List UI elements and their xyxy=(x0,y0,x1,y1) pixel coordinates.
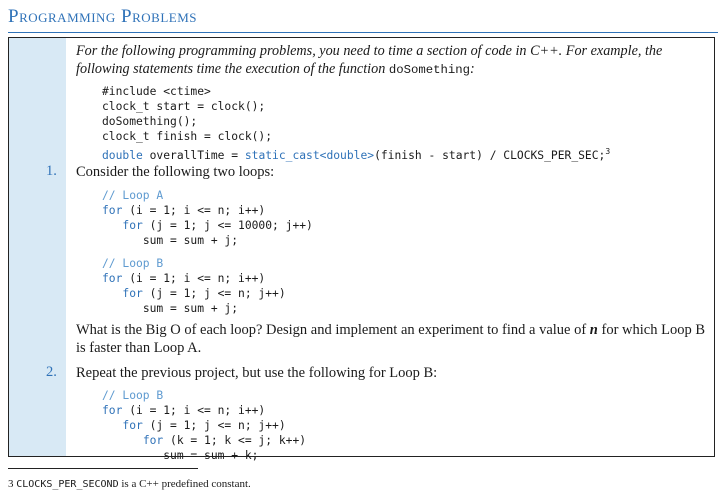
question-text: for which Loop B is faster than Loop A. xyxy=(76,322,705,356)
code-keyword: for xyxy=(102,404,123,417)
loop-a-code xyxy=(102,188,313,248)
code-line: (i = 1; i <= n; i++) xyxy=(122,272,266,285)
code-line: (finish - start) / CLOCKS_PER_SEC; xyxy=(374,148,606,162)
code-line: clock_t finish = clock(); xyxy=(102,130,273,143)
intro-colon: : xyxy=(470,61,475,77)
code-keyword: double xyxy=(102,148,143,162)
code-line: overallTime = xyxy=(142,148,245,162)
code-line: clock_t start = clock(); xyxy=(102,100,266,113)
code-line: sum = sum + j; xyxy=(142,234,239,247)
code-line: (j = 1; j <= n; j++) xyxy=(142,419,286,432)
problem-2-text: Repeat the previous project, but use the following for Loop B: xyxy=(76,365,438,381)
loop-b-code xyxy=(102,256,286,316)
intro-func-name: doSomething xyxy=(388,63,471,77)
code-keyword: for xyxy=(102,204,123,217)
code-line: (j = 1; j <= n; j++) xyxy=(142,287,286,300)
code-line: (k = 1; k <= j; k++) xyxy=(163,434,307,447)
code-line: (i = 1; i <= n; i++) xyxy=(122,404,266,417)
intro-paragraph xyxy=(76,42,696,79)
heading-rule xyxy=(8,32,718,33)
code-comment: // Loop B xyxy=(102,389,164,402)
code-keyword: for xyxy=(142,434,164,447)
intro-code-block xyxy=(102,84,610,163)
code-line: sum = sum + k; xyxy=(163,449,259,462)
problem-1-text: Consider the following two loops: xyxy=(76,164,275,180)
code-comment: // Loop B xyxy=(102,257,164,270)
code-line: sum = sum + j; xyxy=(142,302,239,315)
question-var: n xyxy=(589,322,598,338)
footnote xyxy=(8,478,251,490)
problem-2-number: 2. xyxy=(46,364,57,380)
footnote-ref: 3 xyxy=(605,147,611,156)
code-line: (i = 1; i <= n; i++) xyxy=(122,204,266,217)
footnote-text: is a C++ predefined constant. xyxy=(118,478,251,490)
problem-1-number: 1. xyxy=(46,163,57,179)
code-keyword: static_cast<double> xyxy=(244,148,375,162)
code-keyword: for xyxy=(122,287,143,300)
footnote-mark: 3 xyxy=(8,478,14,490)
code-keyword: for xyxy=(122,419,143,432)
code-line: doSomething(); xyxy=(102,115,198,128)
code-line: (j = 1; j <= 10000; j++) xyxy=(142,219,313,232)
intro-text: For the following programming problems, you need to time a section of code in C++. For example, the following statements time the execution of the function xyxy=(76,43,663,77)
code-line: #include <ctime> xyxy=(102,85,211,98)
question-text: What is the Big O of each loop? Design and implement an experiment to find a value of xyxy=(76,322,590,338)
section-heading: Programming Problems xyxy=(8,6,198,27)
code-keyword: for xyxy=(102,272,123,285)
code-keyword: for xyxy=(122,219,143,232)
left-stripe xyxy=(9,38,66,456)
problem-1-question xyxy=(76,321,706,357)
footnote-constant: CLOCKS_PER_SECOND xyxy=(16,479,119,490)
code-comment: // Loop A xyxy=(102,189,164,202)
problem-2-code xyxy=(102,388,306,463)
footnote-rule xyxy=(8,468,198,469)
